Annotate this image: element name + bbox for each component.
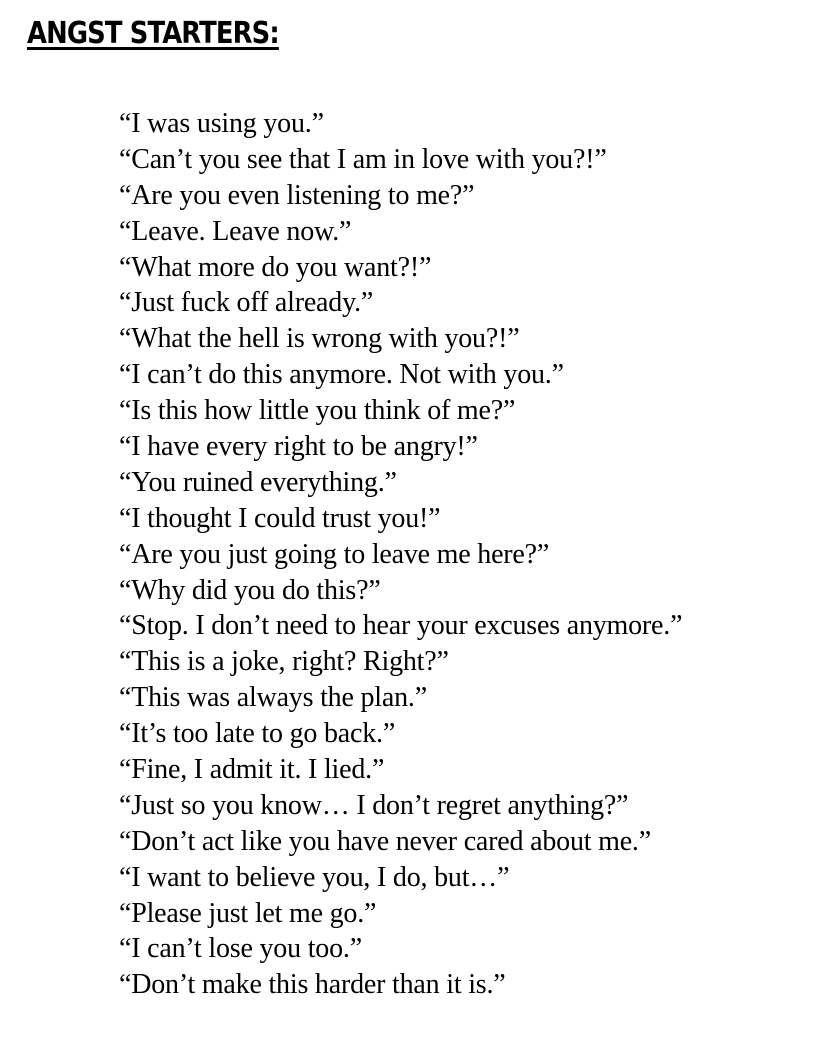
item-text: “Are you just going to leave me here?” <box>119 538 550 570</box>
item-text: “Stop. I don’t need to hear your excuses anymore.” <box>119 610 683 642</box>
item-text: “I was using you.” <box>119 108 324 139</box>
item-text: “What the hell is wrong with you?!” <box>119 323 520 355</box>
item-text: “Don’t make this harder than it is.” <box>119 969 506 1001</box>
item-text: “It’s too late to go back.” <box>119 718 396 750</box>
item-text: “Are you even listening to me?” <box>119 179 475 211</box>
item-text: “What more do you want?!” <box>119 251 432 283</box>
item-text: “Is this how little you think of me?” <box>119 395 516 427</box>
item-text: “Just fuck off already.” <box>119 287 374 319</box>
item-text: “Don’t act like you have never cared about me.” <box>119 825 651 857</box>
item-text: “Can’t you see that I am in love with you?!” <box>119 143 607 175</box>
item-text: “I want to believe you, I do, but…” <box>119 861 510 893</box>
item-text: “This was always the plan.” <box>119 682 427 714</box>
item-text: “I thought I could trust you!” <box>119 502 441 534</box>
item-text: “I have every right to be angry!” <box>119 431 478 463</box>
item-text: “You ruined everything.” <box>119 466 397 498</box>
item-text: “This is a joke, right? Right?” <box>119 646 449 678</box>
item-text: “Why did you do this?” <box>119 574 381 606</box>
item-text: “Leave. Leave now.” <box>119 215 352 247</box>
item-text: “I can’t do this anymore. Not with you.” <box>119 359 564 391</box>
item-text: “Just so you know… I don’t regret anything?” <box>119 789 629 821</box>
item-text: “I can’t lose you too.” <box>119 933 362 965</box>
item-text: “Please just let me go.” <box>119 897 377 929</box>
page-title: ANGST STARTERS: <box>27 16 279 51</box>
item-text: “Fine, I admit it. I lied.” <box>119 754 385 786</box>
